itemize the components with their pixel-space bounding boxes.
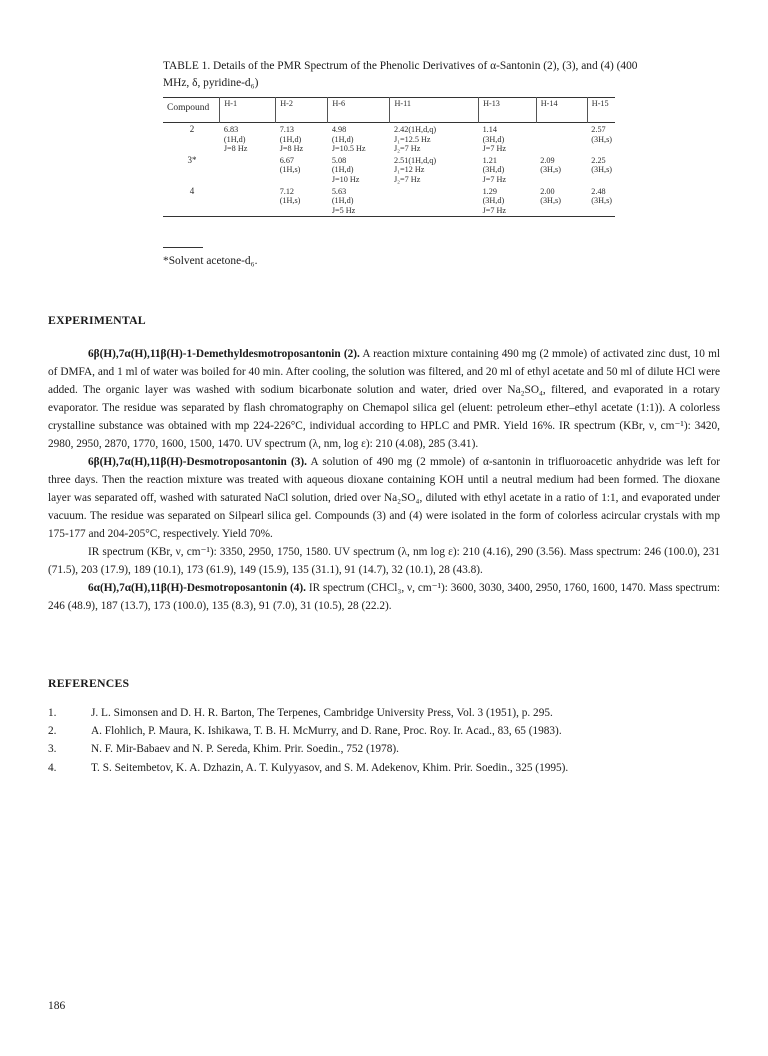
reference-item [48, 704, 728, 722]
table-cell: 6.83 (1H,d) J=8 Hz [223, 125, 248, 154]
table-cell: 7.12 (1H,s) [276, 185, 328, 217]
table-cell: 1.21 (3H,d) J=7 Hz [482, 155, 507, 184]
table-cell: 2.09 (3H,s) [540, 155, 561, 175]
col-header-h15: H-15 [587, 98, 615, 123]
paragraph-compound-2 [48, 345, 720, 453]
paragraph-compound-4 [48, 579, 720, 615]
col-header-h14: H-14 [536, 98, 587, 123]
reference-text: A. Flohlich, P. Maura, K. Ishikawa, T. B. H. McMurry, and D. Rane, Proc. Roy. Ir. Acad., 83, 65 (1983). [91, 725, 562, 738]
table-row [163, 154, 615, 185]
page-number: 186 [48, 1000, 66, 1012]
table-cell: 6.67 (1H,s) [279, 155, 301, 175]
table-cell: 2.48 (3H,s) [587, 185, 615, 217]
table-cell: 2.42(1H,d,q) J₁=12.5 Hz J₂=7 Hz [393, 125, 437, 154]
compound-cell: 2 [189, 124, 195, 134]
table-cell: 2.25 (3H,s) [591, 155, 612, 175]
experimental-heading: EXPERIMENTAL [48, 313, 146, 327]
reference-text: J. L. Simonsen and D. H. R. Barton, The Terpenes, Cambridge University Press, Vol. 3 (1951), p. 295. [91, 707, 553, 719]
table-row [163, 123, 615, 154]
table-row [163, 185, 615, 217]
table-cell: 1.14 (3H,d) J=7 Hz [482, 125, 507, 154]
table-cell: 7.13 (1H,d) J=8 Hz [279, 125, 304, 154]
col-header-h6: H-6 [328, 98, 390, 123]
paragraph-spectra-3 [48, 543, 720, 579]
table-cell [220, 185, 276, 217]
reference-number: 4. [48, 761, 57, 774]
compound-3-title: 6β(H),7α(H),11β(H)-Desmotroposantonin (3). [88, 456, 307, 468]
table-cell [390, 185, 479, 217]
col-header-compound: Compound [167, 103, 210, 113]
compound-3-text: A solution of 490 mg (2 mmole) of α-santonin in trifluoroacetic anhydride was left for three days. Then the reaction mixture was treated with aqueous dioxane containing KOH until a neutral medium had been formed. The dioxane layer was separated off, washed with saturated NaCl solution, dried over Na₂SO₄, diluted with ethyl acetate in a ratio of 1:1, and evaporated under vacuum. The residue was separated on Silpearl silica gel. Compounds (3) and (4) were isolated in the form of colorless acircular crystals with mp 175-177 and 204-205°C, respectively. Yield 70%. [48, 456, 720, 540]
reference-item [48, 722, 728, 740]
col-header-h13: H-13 [479, 98, 537, 123]
compound-cell: 3* [187, 154, 197, 165]
reference-item [48, 759, 728, 777]
table-cell: 2.57 (3H,s) [591, 125, 612, 144]
table-cell [220, 154, 276, 185]
compound-cell: 4 [163, 185, 220, 217]
table-cell: 5.08 (1H,d) J=10 Hz [331, 155, 360, 184]
reference-number: 3. [48, 743, 57, 756]
col-header-h1: H-1 [220, 98, 276, 123]
table-header-row [163, 98, 615, 123]
pmr-table [163, 97, 615, 217]
reference-number: 2. [48, 725, 57, 738]
spectra-3-text: IR spectrum (KBr, ν, cm⁻¹): 3350, 2950, 1750, 1580. UV spectrum (λ, nm log ε): 210 (4.16), 290 (3.56). Mass spectrum: 246 (100.0), 231 (71.5), 203 (17.9), 189 (10.1), 173 (61.9), 149 (15.9), 135 (31.1), 91 (14.7), 32 (10.1), 28 (43.8). [48, 546, 720, 576]
experimental-body [48, 345, 720, 615]
references-heading: REFERENCES [48, 676, 130, 690]
table-caption: TABLE 1. Details of the PMR Spectrum of the Phenolic Derivatives of α-Santonin (2), (3), and (4) (400 MHz, δ, pyridine-d₆) [163, 60, 638, 89]
table-cell: 4.98 (1H,d) J=10.5 Hz [331, 125, 366, 154]
compound-4-title: 6α(H),7α(H),11β(H)-Desmotroposantonin (4). [88, 582, 306, 594]
table-cell: 1.29 (3H,d) J=7 Hz [479, 185, 537, 217]
reference-number: 1. [48, 707, 57, 719]
footnote-rule [163, 247, 203, 248]
reference-text: T. S. Seitembetov, K. A. Dzhazin, A. T. Kulyyasov, and S. M. Adekenov, Khim. Prir. Soedin., 325 (1995). [91, 761, 569, 774]
compound-4-text: IR spectrum (CHCl₃, ν, cm⁻¹): 3600, 3030, 3400, 2950, 1760, 1600, 1470. Mass spectrum: 246 (48.9), 187 (13.7), 173 (100.0), 135 (8.3), 91 (7.0), 31 (10.5), 28 (22.2). [48, 582, 720, 612]
compound-2-text: A reaction mixture containing 490 mg (2 mmole) of activated zinc dust, 10 ml of DMFA, and 1 ml of water was boiled for 40 min. After cooling, the solution was filtered, and 20 ml of ethyl acetate and 50 ml of dilute HCl were added. The organic layer was washed with sodium bicarbonate solution and water, dried over Na₂SO₄, filtered, and evaporated in a rotary evaporator. The residue was separated by flash chromatography on Chemapol silica gel (eluent: petroleum ether–ethyl acetate (1:1)). A colorless crystalline substance was obtained with mp 224-226°C, individual according to HPLC and PMR. Yield 16%. IR spectrum (KBr, ν, cm⁻¹): 3420, 2980, 2950, 2870, 1770, 1600, 1500, 1470. UV spectrum (λ, nm, log ε): 210 (4.08), 285 (3.41). [48, 348, 720, 450]
paragraph-compound-3 [48, 453, 720, 543]
reference-list [48, 704, 728, 777]
table-cell: 2.51(1H,d,q) J₁=12 Hz J₂=7 Hz [393, 155, 437, 184]
table-cell: 5.63 (1H,d) J=5 Hz [328, 185, 390, 217]
table-footnote: *Solvent acetone-d₆. [163, 255, 258, 267]
table-cell [536, 123, 587, 154]
col-header-h2: H-2 [276, 98, 328, 123]
table-cell: 2.00 (3H,s) [536, 185, 587, 217]
compound-2-title: 6β(H),7α(H),11β(H)-1-Demethyldesmotroposantonin (2). [88, 348, 360, 360]
col-header-h11: H-11 [390, 98, 479, 123]
reference-text: N. F. Mir-Babaev and N. P. Sereda, Khim. Prir. Soedin., 752 (1978). [91, 743, 399, 756]
reference-item [48, 740, 728, 758]
